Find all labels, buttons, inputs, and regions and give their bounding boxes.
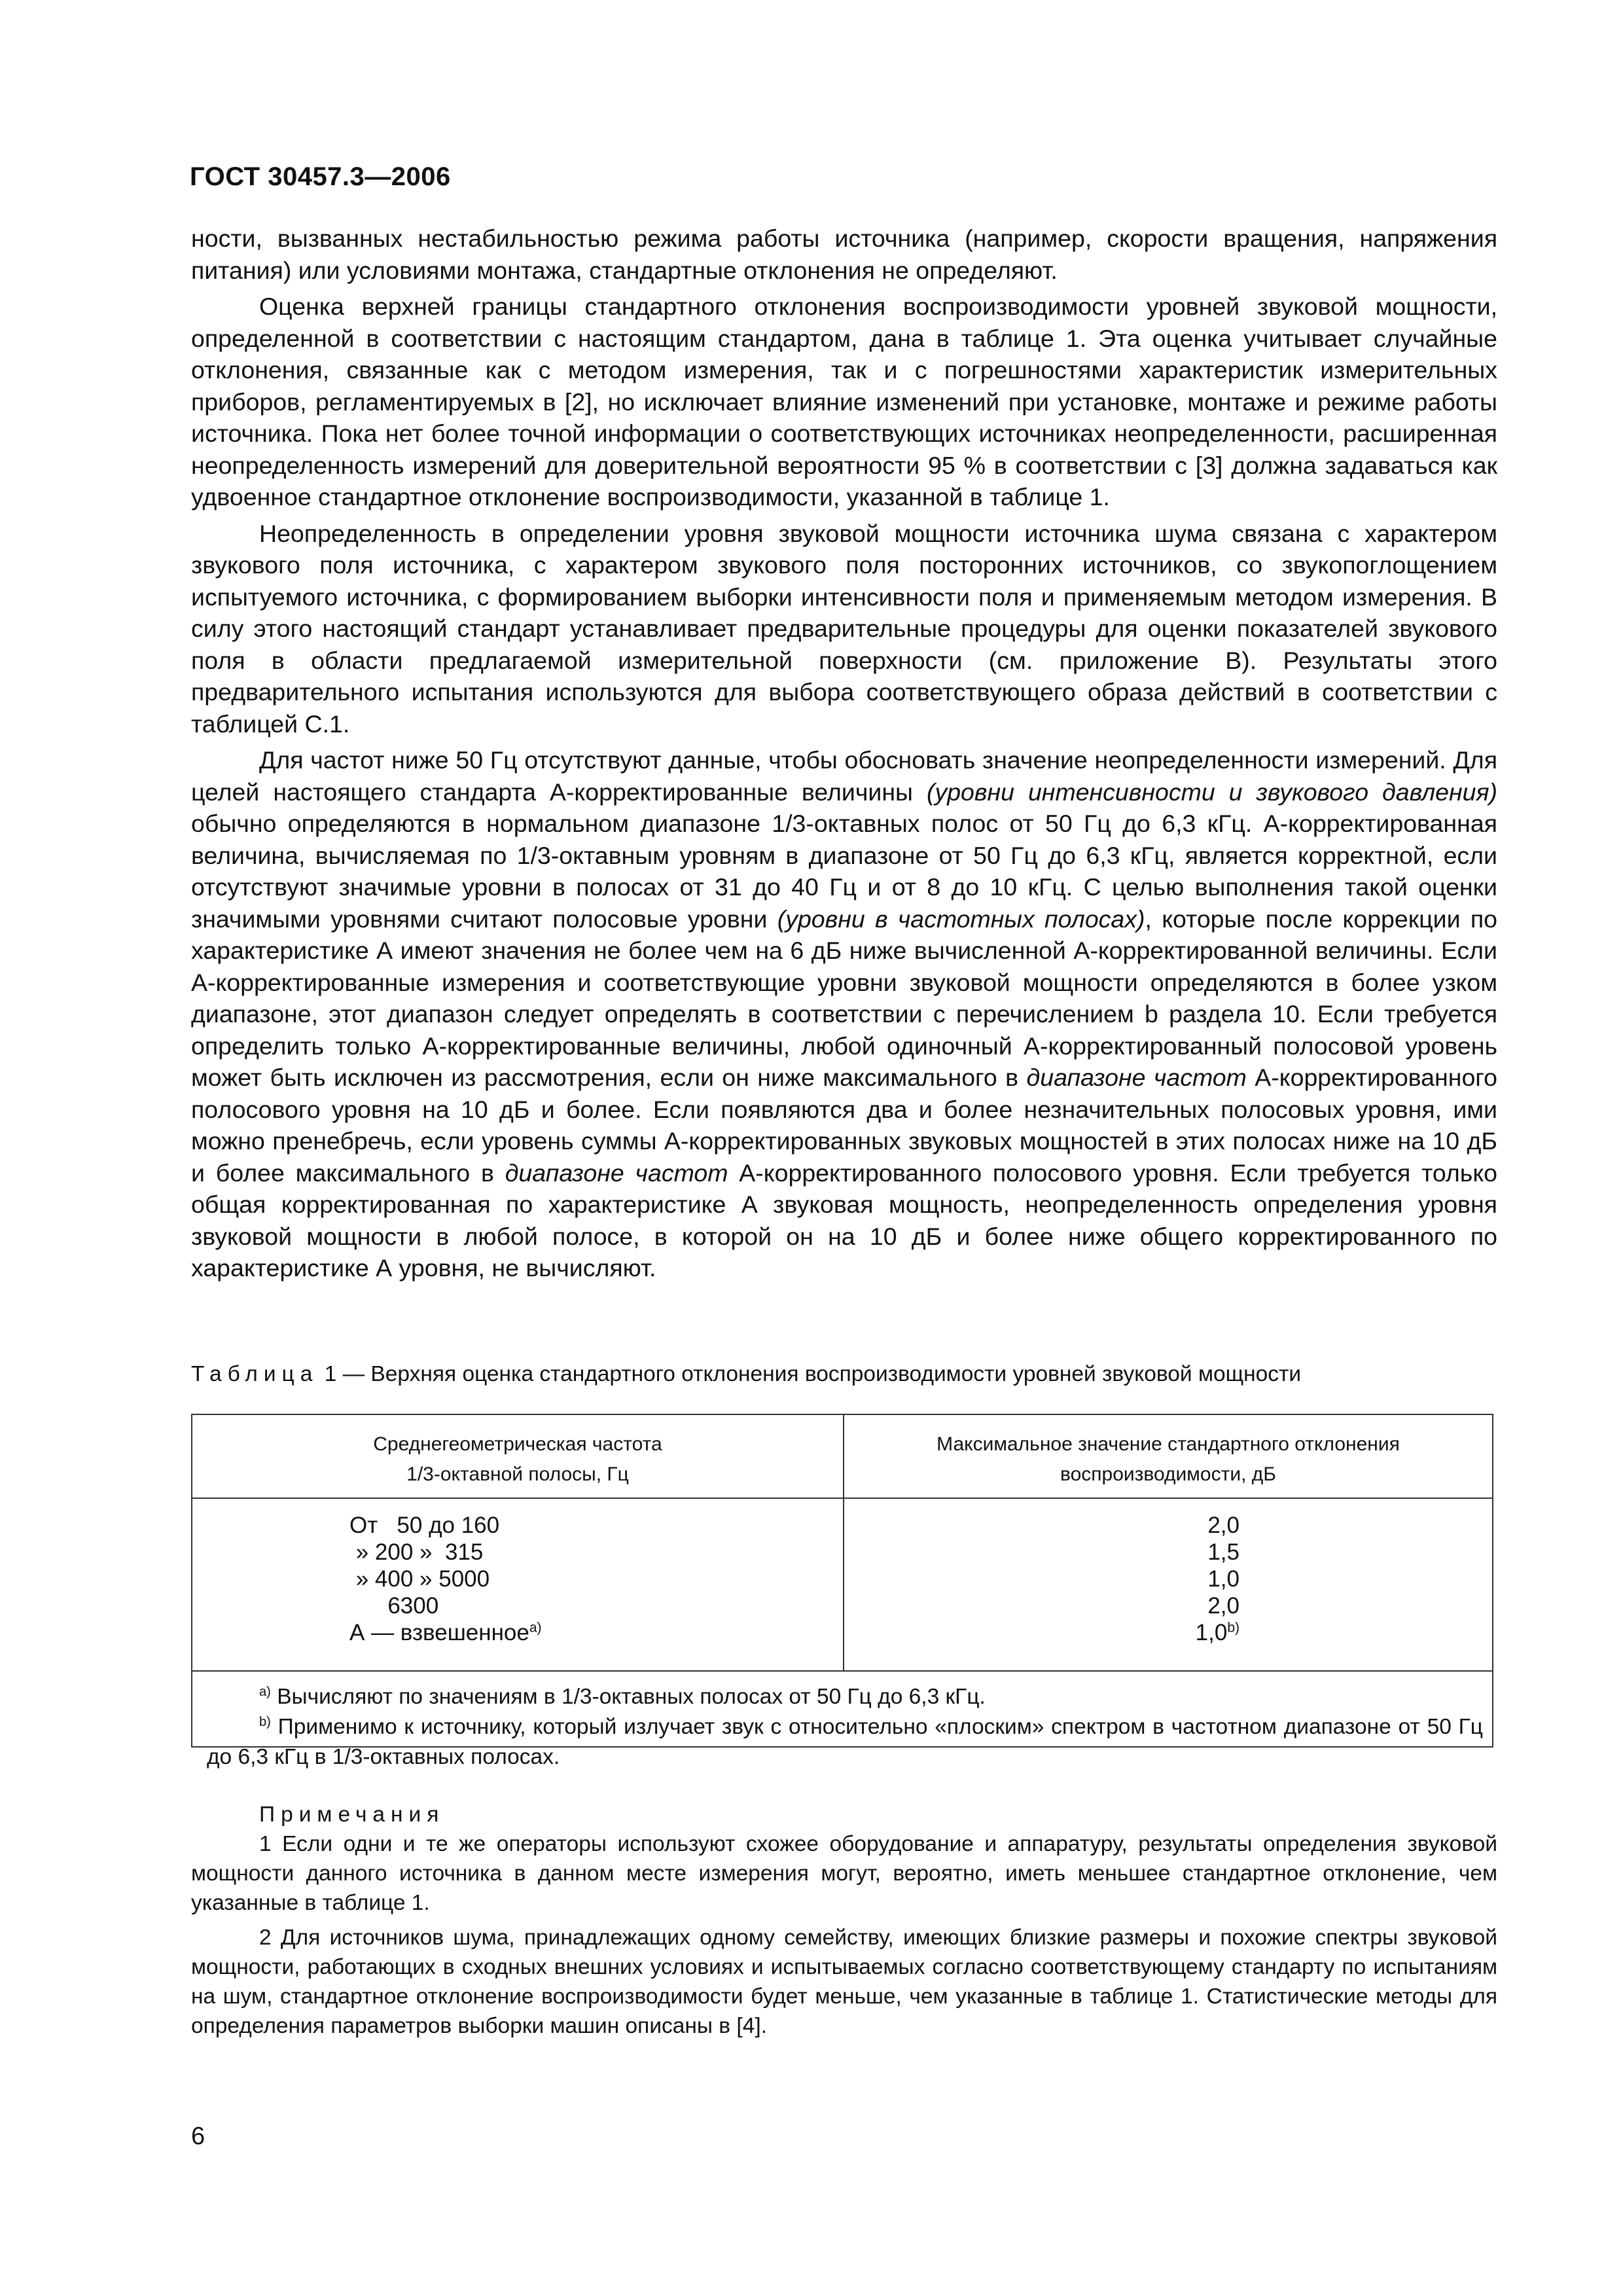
table-cell <box>349 1619 546 1646</box>
footnote-text: Применимо к источнику, который излучает звук с относительно «плоским» спектром в частотном диапазоне от 50 Гц до 6,3 кГц в 1/3-октавных полосах. <box>207 1715 1483 1769</box>
footnote-text: Вычисляют по значениям в 1/3-октавных полосах от 50 Гц до 6,3 кГц. <box>277 1685 986 1709</box>
italic-span: (уровни интенсивности и звукового давления) <box>926 778 1497 806</box>
notes-section <box>191 1800 1497 2046</box>
table-cell: » 200 » 315 <box>349 1539 484 1565</box>
text-span: , которые после коррекции по характеристике А имеют значения не более чем на 6 дБ ниже вычисленной А-корректированной величины. Если А-корректированные измерения и соответствующие уровни звуковой мощности определяются в более узком диапазоне, этот диапазон следует определять в соответствии с перечислением b раздела 10. Если требуется определить только А-корректированные величины, любой одиночный А-корректированный полосовой уровень может быть исключен из рассмотрения, если он ниже максимального в <box>191 905 1497 1091</box>
paragraph-uncertainty-sources: Неопределенность в определении уровня звуковой мощности источника шума связана с характером звукового поля источника, с характером звукового поля посторонних источников, со звукопоглощением испытуемого источника, с формированием выборки интенсивности поля и применяемым методом измерения. В силу этого настоящий стандарт устанавливает предварительные процедуры для оценки показателей звукового поля в области предлагаемой измерительной поверхности (см. приложение В). Результаты этого предварительного испытания используются для выбора соответствующего образа действий в соответствии с таблицей С.1. <box>191 519 1497 738</box>
footnote-divider <box>192 1670 1492 1672</box>
table-cell: 1,5 <box>1207 1539 1240 1565</box>
column-header-deviation <box>844 1429 1492 1490</box>
deviation-column <box>1109 1512 1240 1646</box>
paragraph-uncertainty-estimate: Оценка верхней границы стандартного отклонения воспроизводимости уровней звуковой мощности, определенной в соответствии с настоящим стандартом, дана в таблице 1. Эта оценка учитывает случайные отклонения, связанные как с методом измерения, так и с погрешностями характеристик измерительных приборов, регламентируемых в [2], но исключает влияние изменений при установке, монтаже и режиме работы источника. Пока нет более точной информации о соответствующих источниках неопределенности, расширенная неопределенность измерений для доверительной вероятности 95 % в соответствии с [3] должна задаваться как удвоенное стандартное отклонение воспроизводимости, указанной в таблице 1. <box>191 293 1497 511</box>
note-1: 1 Если одни и те же операторы используют схожее оборудование и аппаратуру, результаты определения звуковой мощности данного источника в данном месте измерения могут, вероятно, иметь меньшее стандартное отклонение, чем указанные в таблице 1. <box>191 1832 1497 1915</box>
table-caption-label: Таблица <box>191 1362 319 1386</box>
header-line: 1/3-октавной полосы, Гц <box>406 1463 629 1485</box>
footnote-b <box>207 1712 1483 1772</box>
header-line: воспроизводимости, дБ <box>1060 1463 1276 1485</box>
cell-text: 1,0 <box>1195 1620 1228 1645</box>
table-footnotes <box>207 1682 1483 1772</box>
italic-span: диапазоне частот <box>1026 1064 1247 1091</box>
table-cell: От 50 до 160 <box>349 1513 500 1538</box>
text-span: Для частот ниже 50 Гц отсутствуют данные, чтобы обосновать значение неопределенности измерений. Для целей настоящего стандарта А-корректированные величины <box>191 746 1497 806</box>
column-header-frequency <box>192 1429 843 1490</box>
italic-span: (уровни в частотных полосах) <box>777 905 1145 933</box>
header-line: Максимальное значение стандартного отклонения <box>936 1433 1400 1455</box>
footnote-a <box>207 1682 1483 1712</box>
page-number: 6 <box>191 2123 205 2150</box>
footnote-mark: a) <box>529 1620 542 1636</box>
footnote-mark: b) <box>259 1714 271 1729</box>
notes-heading: Примечания <box>259 1803 445 1827</box>
table-cell <box>1109 1619 1240 1646</box>
table-cell: 1,0 <box>1207 1566 1240 1592</box>
table-cell: 2,0 <box>1207 1513 1240 1538</box>
table-caption <box>191 1362 1301 1387</box>
text-span: обычно определяются в нормальном диапазоне 1/3-октавных полос от 50 Гц до 6,3 кГц. А-корректированная величина, вычисляемая по 1/3-октавным уровням в диапазоне от 50 Гц до 6,3 кГц, является корректной, если отсутствуют значимые уровни в полосах от 31 до 40 Гц и от 8 до 10 кГц. С целью выполнения такой оценки значимыми уровнями считают полосовые уровни <box>191 810 1497 933</box>
document-header: ГОСТ 30457.3—2006 <box>190 162 451 191</box>
italic-span: диапазоне частот <box>505 1158 728 1187</box>
body-text <box>191 223 1497 1289</box>
text-span: А-корректированного полосового уровня на 10 дБ и более. Если появляются два и более незначительных полосовых уровня, ими можно пренебречь, если уровень суммы А-корректированных звуковых мощностей в этих полосах ниже на 10 дБ и более максимального в <box>191 1064 1498 1187</box>
frequency-column <box>349 1512 546 1646</box>
table-caption-text: 1 — Верхняя оценка стандартного отклонения воспроизводимости уровней звуковой мощности <box>324 1362 1302 1386</box>
table-cell: » 400 » 5000 <box>349 1566 490 1592</box>
footnote-mark: b) <box>1227 1620 1240 1636</box>
table-1 <box>191 1414 1493 1769</box>
paragraph-low-frequency <box>191 744 1497 1284</box>
header-divider <box>192 1498 1492 1499</box>
text-span: А-корректированного полосового уровня. Если требуется только общая корректированная по характеристике А звуковая мощность, неопределенность определения уровня звуковой мощности в любой полосе, в которой он на 10 дБ и более ниже общего корректированного по характеристике А уровня, не вычисляют. <box>191 1158 1497 1282</box>
footnote-mark: a) <box>259 1684 271 1699</box>
header-line: Среднегеометрическая частота <box>373 1433 662 1455</box>
note-2: 2 Для источников шума, принадлежащих одному семейству, имеющих близкие размеры и похожие спектры звуковой мощности, работающих в сходных внешних условиях и испытываемых согласно соответствующему стандарту по испытаниям на шум, стандартное отклонение воспроизводимости будет меньше, чем указанные в таблице 1. Статистические методы для определения параметров выборки машин описаны в [4]. <box>191 1926 1497 2038</box>
table-cell: 2,0 <box>1207 1593 1240 1619</box>
table-cell: 6300 <box>349 1593 439 1619</box>
paragraph-continuation: ности, вызванных нестабильностью режима работы источника (например, скорости вращения, напряжения питания) или условиями монтажа, стандартные отклонения не определяют. <box>191 224 1497 284</box>
cell-text: А — взвешенное <box>349 1620 529 1645</box>
